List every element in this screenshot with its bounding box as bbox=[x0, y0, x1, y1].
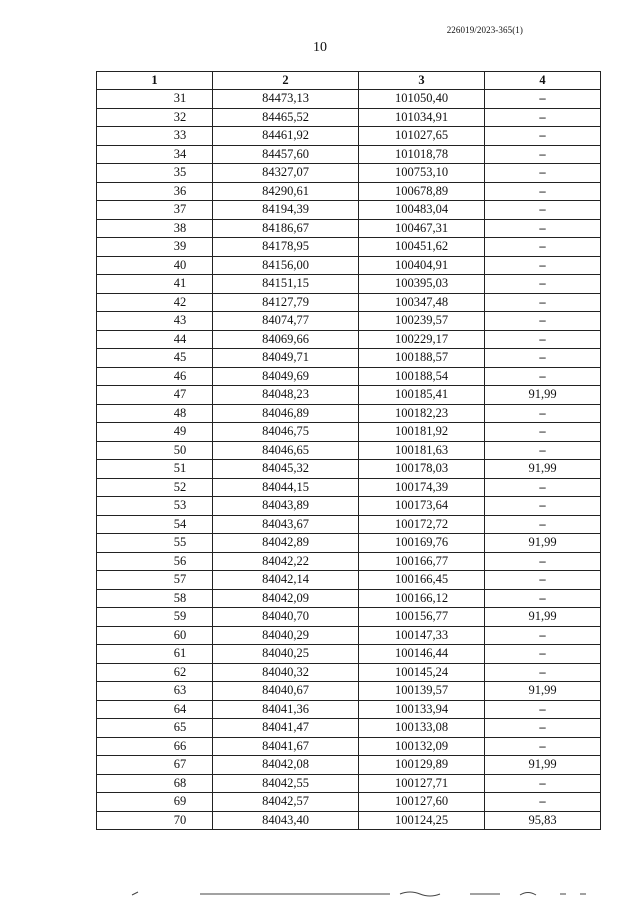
y-coordinate-cell: 100169,76 bbox=[359, 534, 485, 553]
value-cell: – bbox=[485, 497, 601, 516]
point-number-cell: 64 bbox=[97, 700, 213, 719]
x-coordinate-cell: 84046,75 bbox=[213, 423, 359, 442]
y-coordinate-cell: 100181,92 bbox=[359, 423, 485, 442]
point-number-cell: 48 bbox=[97, 404, 213, 423]
x-coordinate-cell: 84290,61 bbox=[213, 182, 359, 201]
point-number-cell: 60 bbox=[97, 626, 213, 645]
value-cell: 91,99 bbox=[485, 386, 601, 405]
x-coordinate-cell: 84156,00 bbox=[213, 256, 359, 275]
x-coordinate-cell: 84048,23 bbox=[213, 386, 359, 405]
y-coordinate-cell: 100483,04 bbox=[359, 201, 485, 220]
x-coordinate-cell: 84151,15 bbox=[213, 275, 359, 294]
value-cell: – bbox=[485, 164, 601, 183]
y-coordinate-cell: 100132,09 bbox=[359, 737, 485, 756]
value-cell: – bbox=[485, 423, 601, 442]
table-row bbox=[97, 534, 601, 553]
y-coordinate-cell: 100188,54 bbox=[359, 367, 485, 386]
value-cell: 91,99 bbox=[485, 608, 601, 627]
y-coordinate-cell: 100229,17 bbox=[359, 330, 485, 349]
point-number-cell: 69 bbox=[97, 793, 213, 812]
value-cell: – bbox=[485, 737, 601, 756]
x-coordinate-cell: 84042,22 bbox=[213, 552, 359, 571]
x-coordinate-cell: 84194,39 bbox=[213, 201, 359, 220]
point-number-cell: 70 bbox=[97, 811, 213, 830]
y-coordinate-cell: 100395,03 bbox=[359, 275, 485, 294]
value-cell: – bbox=[485, 312, 601, 331]
x-coordinate-cell: 84040,25 bbox=[213, 645, 359, 664]
y-coordinate-cell: 101027,65 bbox=[359, 127, 485, 146]
point-number-cell: 32 bbox=[97, 108, 213, 127]
point-number-cell: 61 bbox=[97, 645, 213, 664]
value-cell: 91,99 bbox=[485, 682, 601, 701]
y-coordinate-cell: 100404,91 bbox=[359, 256, 485, 275]
value-cell: 91,99 bbox=[485, 756, 601, 775]
point-number-cell: 57 bbox=[97, 571, 213, 590]
y-coordinate-cell: 100129,89 bbox=[359, 756, 485, 775]
y-coordinate-cell: 100166,12 bbox=[359, 589, 485, 608]
y-coordinate-cell: 100753,10 bbox=[359, 164, 485, 183]
table-row bbox=[97, 460, 601, 479]
x-coordinate-cell: 84042,09 bbox=[213, 589, 359, 608]
point-number-cell: 68 bbox=[97, 774, 213, 793]
table-row bbox=[97, 108, 601, 127]
point-number-cell: 34 bbox=[97, 145, 213, 164]
point-number-cell: 33 bbox=[97, 127, 213, 146]
y-coordinate-cell: 100124,25 bbox=[359, 811, 485, 830]
y-coordinate-cell: 100467,31 bbox=[359, 219, 485, 238]
point-number-cell: 56 bbox=[97, 552, 213, 571]
y-coordinate-cell: 100182,23 bbox=[359, 404, 485, 423]
point-number-cell: 52 bbox=[97, 478, 213, 497]
x-coordinate-cell: 84045,32 bbox=[213, 460, 359, 479]
y-coordinate-cell: 100239,57 bbox=[359, 312, 485, 331]
table-row bbox=[97, 275, 601, 294]
table-row bbox=[97, 330, 601, 349]
value-cell: – bbox=[485, 719, 601, 738]
value-cell: – bbox=[485, 700, 601, 719]
value-cell: – bbox=[485, 404, 601, 423]
table-row bbox=[97, 645, 601, 664]
y-coordinate-cell: 100146,44 bbox=[359, 645, 485, 664]
table-row bbox=[97, 201, 601, 220]
point-number-cell: 59 bbox=[97, 608, 213, 627]
value-cell: – bbox=[485, 182, 601, 201]
table-row bbox=[97, 312, 601, 331]
x-coordinate-cell: 84040,67 bbox=[213, 682, 359, 701]
value-cell: – bbox=[485, 90, 601, 109]
column-header-1: 1 bbox=[97, 72, 213, 90]
x-coordinate-cell: 84457,60 bbox=[213, 145, 359, 164]
y-coordinate-cell: 100188,57 bbox=[359, 349, 485, 368]
y-coordinate-cell: 100173,64 bbox=[359, 497, 485, 516]
table-row bbox=[97, 349, 601, 368]
table-row bbox=[97, 127, 601, 146]
y-coordinate-cell: 100133,94 bbox=[359, 700, 485, 719]
value-cell: – bbox=[485, 256, 601, 275]
table-row bbox=[97, 626, 601, 645]
table-row bbox=[97, 256, 601, 275]
x-coordinate-cell: 84041,67 bbox=[213, 737, 359, 756]
value-cell: – bbox=[485, 127, 601, 146]
value-cell: – bbox=[485, 330, 601, 349]
table-body bbox=[97, 90, 601, 830]
value-cell: – bbox=[485, 293, 601, 312]
x-coordinate-cell: 84049,71 bbox=[213, 349, 359, 368]
point-number-cell: 31 bbox=[97, 90, 213, 109]
y-coordinate-cell: 101050,40 bbox=[359, 90, 485, 109]
value-cell: – bbox=[485, 571, 601, 590]
point-number-cell: 50 bbox=[97, 441, 213, 460]
table-row bbox=[97, 793, 601, 812]
x-coordinate-cell: 84041,36 bbox=[213, 700, 359, 719]
x-coordinate-cell: 84044,15 bbox=[213, 478, 359, 497]
point-number-cell: 62 bbox=[97, 663, 213, 682]
column-header-4: 4 bbox=[485, 72, 601, 90]
value-cell: – bbox=[485, 275, 601, 294]
x-coordinate-cell: 84178,95 bbox=[213, 238, 359, 257]
y-coordinate-cell: 100145,24 bbox=[359, 663, 485, 682]
x-coordinate-cell: 84042,08 bbox=[213, 756, 359, 775]
y-coordinate-cell: 100127,60 bbox=[359, 793, 485, 812]
document-id: 226019/2023-365(1) bbox=[446, 25, 523, 35]
y-coordinate-cell: 100678,89 bbox=[359, 182, 485, 201]
x-coordinate-cell: 84069,66 bbox=[213, 330, 359, 349]
table-row bbox=[97, 145, 601, 164]
value-cell: – bbox=[485, 349, 601, 368]
x-coordinate-cell: 84042,55 bbox=[213, 774, 359, 793]
y-coordinate-cell: 101034,91 bbox=[359, 108, 485, 127]
x-coordinate-cell: 84043,67 bbox=[213, 515, 359, 534]
point-number-cell: 55 bbox=[97, 534, 213, 553]
table-row bbox=[97, 367, 601, 386]
point-number-cell: 51 bbox=[97, 460, 213, 479]
value-cell: – bbox=[485, 663, 601, 682]
point-number-cell: 53 bbox=[97, 497, 213, 516]
point-number-cell: 63 bbox=[97, 682, 213, 701]
x-coordinate-cell: 84127,79 bbox=[213, 293, 359, 312]
value-cell: – bbox=[485, 774, 601, 793]
x-coordinate-cell: 84186,67 bbox=[213, 219, 359, 238]
column-header-3: 3 bbox=[359, 72, 485, 90]
point-number-cell: 66 bbox=[97, 737, 213, 756]
table-row bbox=[97, 238, 601, 257]
y-coordinate-cell: 100185,41 bbox=[359, 386, 485, 405]
x-coordinate-cell: 84040,32 bbox=[213, 663, 359, 682]
point-number-cell: 49 bbox=[97, 423, 213, 442]
value-cell: – bbox=[485, 645, 601, 664]
y-coordinate-cell: 100127,71 bbox=[359, 774, 485, 793]
x-coordinate-cell: 84074,77 bbox=[213, 312, 359, 331]
table-row bbox=[97, 811, 601, 830]
table-row bbox=[97, 182, 601, 201]
y-coordinate-cell: 100178,03 bbox=[359, 460, 485, 479]
point-number-cell: 39 bbox=[97, 238, 213, 257]
table-row bbox=[97, 719, 601, 738]
point-number-cell: 58 bbox=[97, 589, 213, 608]
column-header-2: 2 bbox=[213, 72, 359, 90]
value-cell: 91,99 bbox=[485, 534, 601, 553]
page-number: 10 bbox=[313, 40, 327, 55]
table-row bbox=[97, 441, 601, 460]
point-number-cell: 67 bbox=[97, 756, 213, 775]
value-cell: – bbox=[485, 626, 601, 645]
point-number-cell: 44 bbox=[97, 330, 213, 349]
y-coordinate-cell: 100156,77 bbox=[359, 608, 485, 627]
x-coordinate-cell: 84327,07 bbox=[213, 164, 359, 183]
table-header-row bbox=[97, 72, 601, 90]
y-coordinate-cell: 100181,63 bbox=[359, 441, 485, 460]
point-number-cell: 42 bbox=[97, 293, 213, 312]
table-row bbox=[97, 404, 601, 423]
table-row bbox=[97, 552, 601, 571]
value-cell: – bbox=[485, 219, 601, 238]
x-coordinate-cell: 84043,40 bbox=[213, 811, 359, 830]
x-coordinate-cell: 84042,57 bbox=[213, 793, 359, 812]
value-cell: – bbox=[485, 589, 601, 608]
point-number-cell: 54 bbox=[97, 515, 213, 534]
table-row bbox=[97, 700, 601, 719]
x-coordinate-cell: 84046,89 bbox=[213, 404, 359, 423]
table-row bbox=[97, 386, 601, 405]
value-cell: – bbox=[485, 515, 601, 534]
x-coordinate-cell: 84040,70 bbox=[213, 608, 359, 627]
point-number-cell: 35 bbox=[97, 164, 213, 183]
x-coordinate-cell: 84043,89 bbox=[213, 497, 359, 516]
point-number-cell: 41 bbox=[97, 275, 213, 294]
x-coordinate-cell: 84049,69 bbox=[213, 367, 359, 386]
coordinates-table bbox=[96, 71, 601, 830]
y-coordinate-cell: 100139,57 bbox=[359, 682, 485, 701]
value-cell: – bbox=[485, 201, 601, 220]
y-coordinate-cell: 100147,33 bbox=[359, 626, 485, 645]
table-row bbox=[97, 663, 601, 682]
y-coordinate-cell: 100174,39 bbox=[359, 478, 485, 497]
value-cell: – bbox=[485, 793, 601, 812]
table-row bbox=[97, 589, 601, 608]
table-row bbox=[97, 423, 601, 442]
x-coordinate-cell: 84040,29 bbox=[213, 626, 359, 645]
table-row bbox=[97, 515, 601, 534]
value-cell: – bbox=[485, 145, 601, 164]
table-row bbox=[97, 756, 601, 775]
y-coordinate-cell: 100166,45 bbox=[359, 571, 485, 590]
point-number-cell: 65 bbox=[97, 719, 213, 738]
footer-signature-marks bbox=[130, 888, 600, 898]
table-row bbox=[97, 737, 601, 756]
value-cell: – bbox=[485, 108, 601, 127]
value-cell: – bbox=[485, 552, 601, 571]
value-cell: 91,99 bbox=[485, 460, 601, 479]
table-row bbox=[97, 478, 601, 497]
point-number-cell: 45 bbox=[97, 349, 213, 368]
point-number-cell: 46 bbox=[97, 367, 213, 386]
value-cell: 95,83 bbox=[485, 811, 601, 830]
value-cell: – bbox=[485, 441, 601, 460]
y-coordinate-cell: 100133,08 bbox=[359, 719, 485, 738]
point-number-cell: 47 bbox=[97, 386, 213, 405]
table-row bbox=[97, 608, 601, 627]
y-coordinate-cell: 100166,77 bbox=[359, 552, 485, 571]
x-coordinate-cell: 84473,13 bbox=[213, 90, 359, 109]
y-coordinate-cell: 100172,72 bbox=[359, 515, 485, 534]
value-cell: – bbox=[485, 478, 601, 497]
table-row bbox=[97, 497, 601, 516]
value-cell: – bbox=[485, 238, 601, 257]
point-number-cell: 37 bbox=[97, 201, 213, 220]
table-row bbox=[97, 164, 601, 183]
y-coordinate-cell: 100451,62 bbox=[359, 238, 485, 257]
point-number-cell: 36 bbox=[97, 182, 213, 201]
point-number-cell: 43 bbox=[97, 312, 213, 331]
point-number-cell: 40 bbox=[97, 256, 213, 275]
table-row bbox=[97, 90, 601, 109]
value-cell: – bbox=[485, 367, 601, 386]
table-row bbox=[97, 219, 601, 238]
table-row bbox=[97, 293, 601, 312]
table-row bbox=[97, 571, 601, 590]
y-coordinate-cell: 101018,78 bbox=[359, 145, 485, 164]
x-coordinate-cell: 84041,47 bbox=[213, 719, 359, 738]
table-row bbox=[97, 682, 601, 701]
point-number-cell: 38 bbox=[97, 219, 213, 238]
table-row bbox=[97, 774, 601, 793]
x-coordinate-cell: 84046,65 bbox=[213, 441, 359, 460]
x-coordinate-cell: 84461,92 bbox=[213, 127, 359, 146]
x-coordinate-cell: 84042,89 bbox=[213, 534, 359, 553]
x-coordinate-cell: 84465,52 bbox=[213, 108, 359, 127]
x-coordinate-cell: 84042,14 bbox=[213, 571, 359, 590]
y-coordinate-cell: 100347,48 bbox=[359, 293, 485, 312]
